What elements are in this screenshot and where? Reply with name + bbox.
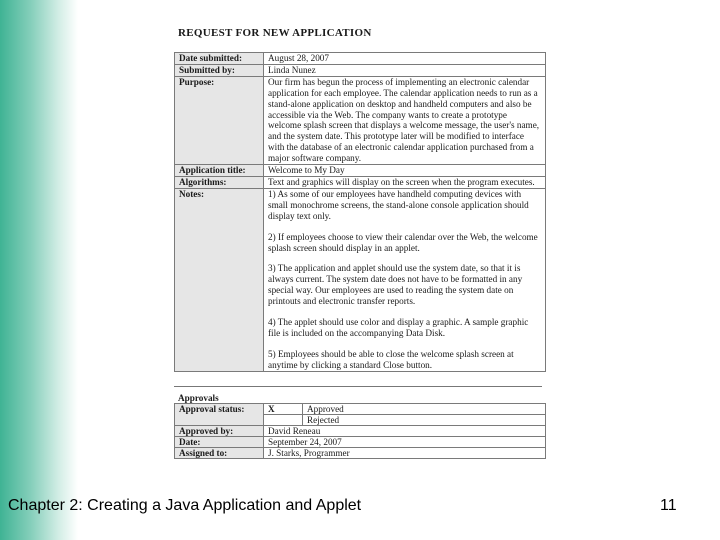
algorithms-value: Text and graphics will display on the screen when the program executes. (264, 176, 546, 188)
row-approval-date (175, 436, 546, 447)
row-notes (175, 188, 546, 371)
note-item: 5) Employees should be able to close the welcome splash screen at anytime by clicking a standard Close button. (268, 348, 514, 370)
row-algorithms (175, 176, 546, 188)
approved-by-label: Approved by: (175, 425, 264, 436)
approvals-title: Approvals (178, 392, 219, 403)
row-purpose (175, 76, 546, 164)
row-application-title (175, 165, 546, 177)
request-document (174, 24, 546, 459)
approvals-table (174, 403, 546, 459)
row-date-submitted (175, 53, 546, 65)
assigned-to-value: J. Starks, Programmer (264, 447, 546, 458)
left-gradient-bar (0, 0, 78, 540)
section-divider (174, 386, 542, 387)
application-title-value: Welcome to My Day (264, 165, 546, 177)
application-title-label: Application title: (175, 165, 264, 177)
row-approval-status (175, 403, 546, 414)
approval-date-label: Date: (175, 436, 264, 447)
row-assigned-to (175, 447, 546, 458)
submitted-by-label: Submitted by: (175, 64, 264, 76)
approval-status-label: Approval status: (175, 403, 264, 425)
approval-date-value: September 24, 2007 (264, 436, 546, 447)
purpose-value: Our firm has begun the process of implementing an electronic calendar application for each employee. The calendar application needs to run as a stand-alone application on desktop and handheld computers and also be accessible via the Web. The company wants to create a prototype welcome splash screen that displays a welcome message, the user's name, and the system date. This prototype later will be modified to interface with the database of an electronic calendar application purchased from a major software company. (264, 76, 546, 164)
algorithms-label: Algorithms: (175, 176, 264, 188)
note-item: 2) If employees choose to view their calendar over the Web, the welcome splash screen should display in an applet. (268, 231, 538, 253)
request-form-table (174, 52, 546, 372)
approved-option: Approved (303, 403, 546, 414)
date-submitted-label: Date submitted: (175, 53, 264, 65)
approved-by-value: David Reneau (264, 425, 546, 436)
page-number: 11 (660, 497, 677, 514)
note-item: 3) The application and applet should use the system date, so that it is always current. The system date does not have to be formatted in any special way. Our employees are used to reading the system date on printouts and electronic transfer reports. (268, 263, 523, 307)
approved-mark: X (264, 403, 303, 414)
assigned-to-label: Assigned to: (175, 447, 264, 458)
chapter-footer: Chapter 2: Creating a Java Application and Applet (8, 497, 362, 514)
document-title: REQUEST FOR NEW APPLICATION (178, 27, 372, 39)
purpose-label: Purpose: (175, 76, 264, 164)
note-item: 4) The applet should use color and display a graphic. A sample graphic file is included on the accompanying Data Disk. (268, 317, 529, 338)
row-submitted-by (175, 64, 546, 76)
notes-label: Notes: (175, 188, 264, 371)
date-submitted-value: August 28, 2007 (264, 53, 546, 65)
note-item: 1) As some of our employees have handheld computing devices with small monochrome screens, the stand-alone console application should display text only. (268, 188, 529, 221)
rejected-mark (264, 414, 303, 425)
notes-value (264, 188, 546, 371)
rejected-option: Rejected (303, 414, 546, 425)
row-approved-by (175, 425, 546, 436)
submitted-by-value: Linda Nunez (264, 64, 546, 76)
